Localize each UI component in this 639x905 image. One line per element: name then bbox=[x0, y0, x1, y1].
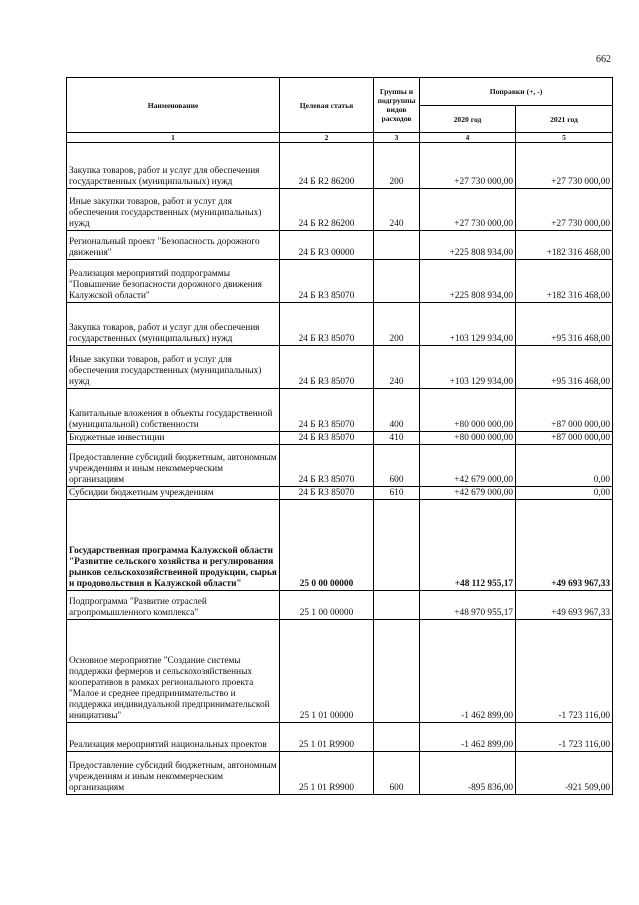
row-name: Закупка товаров, работ и услуг для обеспечения государственных (муниципальных) нужд bbox=[67, 303, 280, 346]
row-amount-2020: -1 462 899,00 bbox=[420, 723, 516, 752]
row-amount-2020: +42 679 000,00 bbox=[420, 445, 516, 487]
row-amount-2020: +80 000 000,00 bbox=[420, 432, 516, 445]
row-code: 24 Б R2 86200 bbox=[280, 143, 374, 189]
row-code: 25 1 01 R9900 bbox=[280, 723, 374, 752]
row-amount-2020: +225 808 934,00 bbox=[420, 231, 516, 260]
row-code: 24 Б R2 86200 bbox=[280, 189, 374, 231]
header-year-2020: 2020 год bbox=[420, 106, 516, 133]
row-amount-2021: 0,00 bbox=[516, 445, 613, 487]
row-amount-2021: +95 316 468,00 bbox=[516, 346, 613, 389]
row-group: 400 bbox=[374, 389, 420, 432]
row-amount-2021: +27 730 000,00 bbox=[516, 189, 613, 231]
row-amount-2021: +182 316 468,00 bbox=[516, 260, 613, 303]
row-name: Закупка товаров, работ и услуг для обеспечения государственных (муниципальных) нужд bbox=[67, 143, 280, 189]
table-row bbox=[67, 591, 613, 620]
row-name: Предоставление субсидий бюджетным, автономным учреждениям и иным некоммерческим организациям bbox=[67, 752, 280, 795]
row-code: 25 0 00 00000 bbox=[280, 500, 374, 591]
row-group bbox=[374, 500, 420, 591]
row-group bbox=[374, 723, 420, 752]
header-target-article: Целевая статья bbox=[280, 78, 374, 133]
row-name: Основное мероприятие "Создание системы поддержки фермеров и сельскохозяйственных кооперативов в рамках регионального проекта "Малое и среднее предпринимательство и поддержка индивидуальной предпринимательской инициативы" bbox=[67, 620, 280, 723]
page-number: 662 bbox=[596, 54, 611, 65]
table-row bbox=[67, 260, 613, 303]
row-code: 24 Б R3 85070 bbox=[280, 389, 374, 432]
table-row bbox=[67, 189, 613, 231]
row-group: 600 bbox=[374, 445, 420, 487]
row-name: Предоставление субсидий бюджетным, автономным учреждениям и иным некоммерческим организациям bbox=[67, 445, 280, 487]
row-amount-2021: +27 730 000,00 bbox=[516, 143, 613, 189]
row-name: Бюджетные инвестиции bbox=[67, 432, 280, 445]
budget-amendments-table bbox=[66, 77, 613, 795]
row-amount-2020: +103 129 934,00 bbox=[420, 303, 516, 346]
row-code: 24 Б R3 85070 bbox=[280, 487, 374, 500]
header-amendments: Поправки (+, -) bbox=[420, 78, 613, 106]
row-amount-2021: +95 316 468,00 bbox=[516, 303, 613, 346]
row-amount-2021: -1 723 116,00 bbox=[516, 620, 613, 723]
column-number: 1 bbox=[67, 133, 280, 143]
row-code: 24 Б R3 85070 bbox=[280, 303, 374, 346]
row-code: 25 1 01 00000 bbox=[280, 620, 374, 723]
row-amount-2020: +80 000 000,00 bbox=[420, 389, 516, 432]
table-row bbox=[67, 620, 613, 723]
row-amount-2021: +182 316 468,00 bbox=[516, 231, 613, 260]
row-code: 24 Б R3 85070 bbox=[280, 260, 374, 303]
row-amount-2020: +42 679 000,00 bbox=[420, 487, 516, 500]
row-group: 200 bbox=[374, 303, 420, 346]
row-amount-2021: 0,00 bbox=[516, 487, 613, 500]
table-row bbox=[67, 231, 613, 260]
row-code: 24 Б R3 85070 bbox=[280, 432, 374, 445]
column-number: 2 bbox=[280, 133, 374, 143]
row-name: Реализация мероприятий национальных проектов bbox=[67, 723, 280, 752]
row-amount-2020: -895 836,00 bbox=[420, 752, 516, 795]
row-name: Субсидии бюджетным учреждениям bbox=[67, 487, 280, 500]
row-code: 25 1 00 00000 bbox=[280, 591, 374, 620]
row-amount-2021: -1 723 116,00 bbox=[516, 723, 613, 752]
table-row bbox=[67, 752, 613, 795]
row-name: Иные закупки товаров, работ и услуг для обеспечения государственных (муниципальных) нужд bbox=[67, 346, 280, 389]
row-amount-2020: +103 129 934,00 bbox=[420, 346, 516, 389]
row-amount-2020: +48 970 955,17 bbox=[420, 591, 516, 620]
row-name: Подпрограмма "Развитие отраслей агропромышленного комплекса" bbox=[67, 591, 280, 620]
table-row bbox=[67, 500, 613, 591]
table-row bbox=[67, 303, 613, 346]
row-name: Государственная программа Калужской области "Развитие сельского хозяйства и регулирования рынков сельскохозяйственной продукции, сырья и продовольствия в Калужской области" bbox=[67, 500, 280, 591]
row-group: 240 bbox=[374, 346, 420, 389]
row-code: 24 Б R3 00000 bbox=[280, 231, 374, 260]
row-code: 24 Б R3 85070 bbox=[280, 346, 374, 389]
header-groups: Группы и подгруппы видов расходов bbox=[374, 78, 420, 133]
row-code: 24 Б R3 85070 bbox=[280, 445, 374, 487]
row-group: 200 bbox=[374, 143, 420, 189]
row-group: 600 bbox=[374, 752, 420, 795]
header-year-2021: 2021 год bbox=[516, 106, 613, 133]
row-amount-2021: +49 693 967,33 bbox=[516, 500, 613, 591]
row-group bbox=[374, 591, 420, 620]
table-row bbox=[67, 346, 613, 389]
row-amount-2020: +27 730 000,00 bbox=[420, 189, 516, 231]
row-group bbox=[374, 620, 420, 723]
row-name: Реализация мероприятий подпрограммы "Повышение безопасности дорожного движения Калужской области" bbox=[67, 260, 280, 303]
table-row bbox=[67, 143, 613, 189]
header-name: Наименование bbox=[67, 78, 280, 133]
table-row bbox=[67, 389, 613, 432]
row-name: Иные закупки товаров, работ и услуг для обеспечения государственных (муниципальных) нужд bbox=[67, 189, 280, 231]
row-amount-2021: +87 000 000,00 bbox=[516, 432, 613, 445]
row-amount-2020: +225 808 934,00 bbox=[420, 260, 516, 303]
row-amount-2021: -921 509,00 bbox=[516, 752, 613, 795]
row-group: 610 bbox=[374, 487, 420, 500]
row-group: 410 bbox=[374, 432, 420, 445]
row-name: Региональный проект "Безопасность дорожного движения" bbox=[67, 231, 280, 260]
row-group bbox=[374, 260, 420, 303]
row-group: 240 bbox=[374, 189, 420, 231]
row-amount-2020: +48 112 955,17 bbox=[420, 500, 516, 591]
row-amount-2021: +49 693 967,33 bbox=[516, 591, 613, 620]
table-row bbox=[67, 723, 613, 752]
row-amount-2020: +27 730 000,00 bbox=[420, 143, 516, 189]
column-number: 4 bbox=[420, 133, 516, 143]
column-number-row bbox=[67, 133, 613, 143]
table-row bbox=[67, 445, 613, 487]
table-row bbox=[67, 487, 613, 500]
row-amount-2020: -1 462 899,00 bbox=[420, 620, 516, 723]
row-code: 25 1 01 R9900 bbox=[280, 752, 374, 795]
row-group bbox=[374, 231, 420, 260]
column-number: 3 bbox=[374, 133, 420, 143]
table-row bbox=[67, 432, 613, 445]
row-amount-2021: +87 000 000,00 bbox=[516, 389, 613, 432]
column-number: 5 bbox=[516, 133, 613, 143]
row-name: Капитальные вложения в объекты государственной (муниципальной) собственности bbox=[67, 389, 280, 432]
